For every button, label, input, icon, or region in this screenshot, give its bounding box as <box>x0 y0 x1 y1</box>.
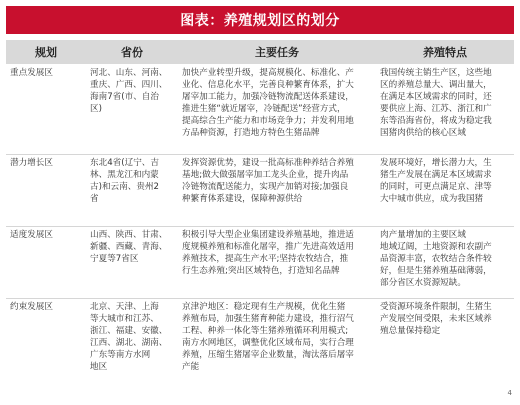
table-row <box>6 64 514 155</box>
row-features: 受资源环境条件限制，生猪生 产发展空间受限，未来区域养 殖总量保持稳定 <box>380 302 492 336</box>
header-provinces: 省份 <box>121 46 143 59</box>
table-row <box>6 226 514 299</box>
row-tasks: 发挥资源优势，建设一批高标准种养结合养殖 基地;做大做强屠宰加工龙头企业，提升肉品 冷链物流配送能力，实现产加销对接;加强良 种繁育体系建设，保障种源供给 <box>182 158 354 204</box>
planning-table <box>6 40 514 392</box>
header-planning: 规划 <box>35 46 57 59</box>
row-name: 适度发展区 <box>10 230 53 240</box>
corner-mark: 4 <box>507 389 512 397</box>
row-features: 肉产量增加的主要区域 地域辽阔，土地资源和农副产 品资源丰富，农牧结合条件较 好，但是生猪养殖基础薄弱， 部分省区水资源短缺。 <box>380 230 492 288</box>
table-row <box>6 154 514 227</box>
row-name: 潜力增长区 <box>10 158 53 168</box>
row-tasks: 加快产业转型升级，提高规模化、标准化、产 业化、信息化水平，完善良种繁育体系，扩大 屠宰加工能力，加强冷链物流配送体系建设， 推进生猪“就近屠宰，冷链配送”经营方式， 提高综合生产能力和市场竞争力；并发利用地 方品种资源，打造地方特色生猪品牌 <box>182 68 354 138</box>
table-header <box>6 40 514 64</box>
row-name: 约束发展区 <box>10 302 53 312</box>
page-title: 图表：养殖规划区的划分 <box>6 6 514 34</box>
header-features: 养殖特点 <box>423 46 467 59</box>
row-name: 重点发展区 <box>10 68 53 78</box>
row-provinces: 河北、山东、河南、 重庆、广西、四川、 海南7省(市、自治 区) <box>90 68 168 114</box>
row-provinces: 东北4省(辽宁、吉 林、黑龙江和内蒙 古)和云南、贵州2 省 <box>90 158 159 204</box>
table-row <box>6 298 514 392</box>
row-provinces: 山西、陕西、甘肃、 新疆、西藏、青海、 宁夏等7省区 <box>90 230 168 264</box>
row-provinces: 北京、天津、上海 等大城市和江苏、 浙江、福建、安徽、 江西、湖北、湖南、 广东等南方水网 地区 <box>90 302 168 372</box>
header-tasks: 主要任务 <box>255 46 299 59</box>
row-tasks: 京津沪地区：稳定现有生产规模，优化生猪 养殖布局，加强生猪育种能力建设，推行沼气 工程、种养一体化等生猪养殖循环利用模式; 南方水网地区，调整优化区域布局，实行合理 养殖，压缩生猪屠宰企业数量，淘汰落后屠宰 产能 <box>182 302 354 372</box>
row-tasks: 积极引导大型企业集团建设养殖基地，推进适 度规模养殖和标准化屠宰，推广先进高效适用 养殖技术，提高生产水平;坚持农牧结合，推 行生态养殖;突出区域特色，打造知名品牌 <box>182 230 354 276</box>
row-features: 发展环境好，增长潜力大，生 猪生产发展在满足本区域需求 的同时，可更点满足京、津等 大中城市供应，成为我国猪 <box>380 158 492 204</box>
row-features: 我国传统主销生产区，这些地 区的养殖总量大、调出量大， 在满足本区域需求的同时，还 要供应上海、江苏、浙江和广 东等沿海省份，将成为稳定我 国猪肉供给的核心区域 <box>380 68 492 138</box>
